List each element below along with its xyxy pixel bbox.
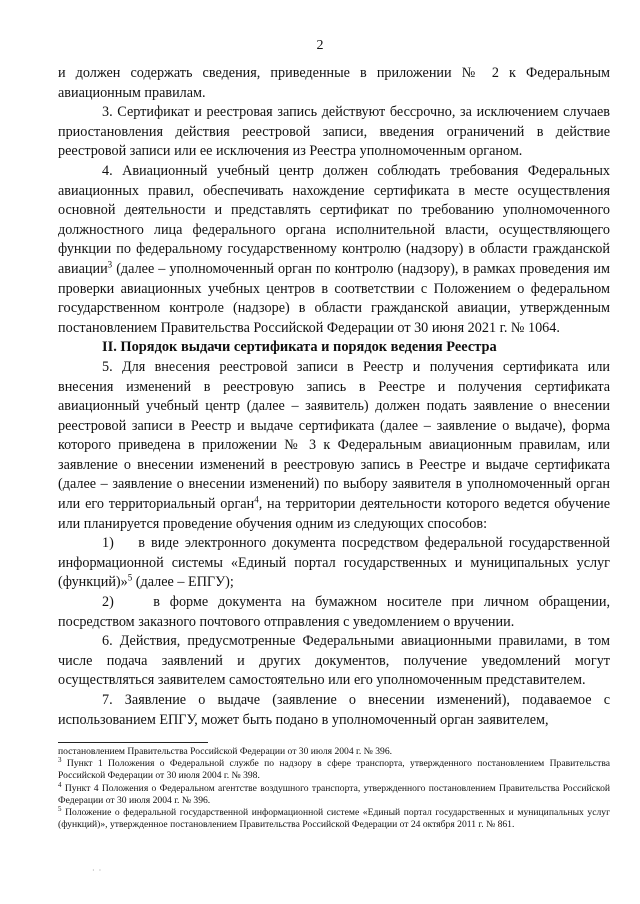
footnote-5-number: 5 [58,804,62,813]
paragraph-5 [58,358,610,534]
paragraph-5-text-a: 5. Для внесения реестровой записи в Реестр и получения сертификата или внесения изменений в реестровую запись в Реестре и получения сертификата авиационный учебный центр (далее – заявитель) должен подать заявление о внесении реестровой записи в Реестр и выдаче сертификата (далее – заявление о выдаче), форма которого приведена в приложении № 3 к Федеральным авиационным правилам, или заявление о внесении изменений в реестровую запись в Реестре и выдаче сертификата (далее – заявление о внесении изменений) по выбору заявителя в уполномоченный орган или его территориальный орган [58,358,610,513]
paragraph-4-text-a: 4. Авиационный учебный центр должен соблюдать требования Федеральных авиационных правил, обеспечивать нахождение сертификата в месте осуществления основной деятельности и представлять сертификат по требованию уполномоченного должностного лица федерального органа исполнительной власти, осуществляющего функции по федеральному государственному контролю (надзору) в области гражданской авиации [58,162,610,277]
footnote-4-number: 4 [58,780,62,789]
footnote-3-text: Пункт 1 Положения о Федеральной службе по надзору в сфере транспорта, утвержденного постановлением Правительства Российской Федерации от 30 июля 2004 г. № 398. [58,758,610,782]
paragraph-5-text-b: , на территории деятельности которого ведется обучение или планируется проведение обучения одним из следующих способов: [58,496,611,532]
paragraph-4 [58,162,610,338]
scan-specks: · · [92,866,102,875]
paragraph-3: 3. Сертификат и реестровая запись действуют бессрочно, за исключением случаев приостановления действия реестровой записи, введения ограничений в действие реестровой записи или ее исключения из Реестра уполномоченным органом. [58,104,610,160]
footnote-ref-4: 4 [254,494,259,505]
footnote-ref-3: 3 [107,259,113,270]
footnote-ref-5: 5 [127,572,133,583]
section-heading: II. Порядок выдачи сертификата и порядок ведения Реестра [102,339,497,356]
page-number: 2 [316,38,324,53]
item-1-text-b: (далее – ЕПГУ); [132,574,234,591]
paragraph-5-item-2: 2) в форме документа на бумажном носителе при личном обращении, посредством заказного почтового отправления с уведомлением о вручении. [58,594,610,630]
footnote-separator [58,742,208,743]
footnotes [58,746,610,831]
footnote-5-text: Положение о федеральной государственной информационной системе «Единый портал государственных и муниципальных услуг (функций)», утвержденное постановлением Правительства Российской Федерации от 24 октября 2011 г. № 861. [58,807,610,831]
footnote-3-number: 3 [58,756,62,765]
footnote-4-text: Пункт 4 Положения о Федеральном агентстве воздушного транспорта, утвержденного постановлением Правительства Российской Федерации от 30 июля 2004 г. № 396. [58,782,610,806]
footnote-continuation: постановлением Правительства Российской Федерации от 30 июля 2004 г. № 396. [58,746,393,757]
footnote-4 [58,780,610,807]
paragraph-4-text-b: (далее – уполномоченный орган по контролю (надзору), в рамках проведения им проверки авиационных учебных центров в соответствии с Положением о федеральном государственном контроле (надзоре) в области гражданской авиации, утвержденным постановлением Правительства Российской Федерации от 30 июня 2021 г. № 1064. [58,260,610,336]
item-1-text-a: 1) в виде электронного документа посредством федеральной государственной информационной системы «Единый портал государственных и муниципальных услуг (функций)» [58,535,610,591]
paragraph-7: 7. Заявление о выдаче (заявление о внесении изменений), подаваемое с использованием ЕПГУ, может быть подано в уполномоченный орган заявителем, [58,692,610,728]
footnote-5 [58,804,610,831]
footnote-3 [58,758,610,782]
document-body [58,64,610,730]
paragraph-continuation: и должен содержать сведения, приведенные в приложении № 2 к Федеральным авиационным правилам. [58,65,610,101]
paragraph-5-item-1 [58,534,610,593]
paragraph-6: 6. Действия, предусмотренные Федеральными авиационными правилами, в том числе подача заявлений и других документов, получение уведомлений могут осуществляться заявителем самостоятельно или его уполномоченным представителем. [58,633,610,689]
